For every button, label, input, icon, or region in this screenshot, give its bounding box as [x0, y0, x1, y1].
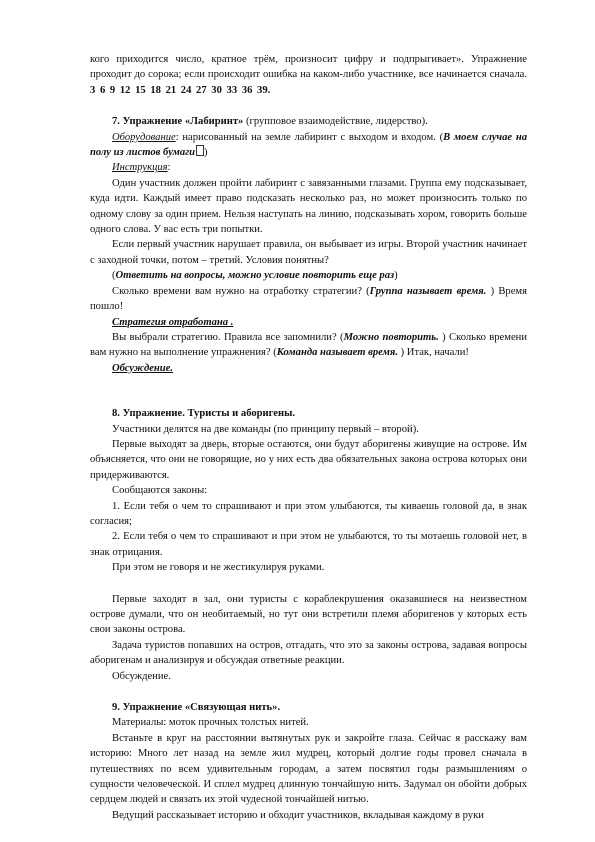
ex8-law-2: 2. Если тебя о чем то спрашивают и при этом не улыбаются, то ты мотаешь головой нет, в знак отрицания. [90, 531, 527, 558]
missing-glyph-icon [196, 145, 204, 156]
ex8-paragraph-8: Задача туристов попавших на остров, отгадать, что это за законы острова, задавая вопросы аборигенам и анализируя и обсуждая ответные реакции. [90, 639, 527, 667]
intro-text: кого приходится число, кратное трём, произносит цифру и подпрыгивает». Упражнение проходит до сорока; если происходит ошибка на каком-либо участнике, все начинается сначала. [90, 54, 527, 81]
ex7-paragraph-4: Сколько времени вам нужно на отработку стратегии? (Группа называет время. ) Время пошло! [90, 285, 528, 313]
ex8-paragraph-2: Первые выходят за дверь, вторые остаются, они будут аборигены живущие на острове. Им объясняется, что они не говорящие, но у них есть два обязательных закона острова которых они придерживаются. [90, 438, 527, 481]
ex8-paragraph-7: Первые заходят в зал, они туристы с кораблекрушения оказавшиеся на неизвестном острове думали, что он необитаемый, но тут они встретили племя аборигенов у которых есть свои законы острова. [90, 593, 527, 636]
equipment-note: В моем случае на полу из листов бумаги [90, 131, 528, 159]
ex9-paragraph-3: Ведущий рассказывает историю и обходит участников, вкладывая каждому в руки [112, 809, 484, 821]
ex7-instruction-label: Инструкция: [112, 162, 171, 174]
ex7-paragraph-5: Вы выбрали стратегию. Правила все запомнили? (Можно повторить. ) Сколько времени вам нужно на выполнение упражнения? (Команда называет время. ) Итак, начали! [90, 331, 528, 359]
ex7-discussion: Обсуждение. [112, 362, 174, 374]
ex7-paragraph-1: Один участник должен пройти лабиринт с завязанными глазами. Группа ему подсказывает, куда идти. Каждый имеет право подсказать несколько раз, но может произносить только по одному слову за один прием. Нельзя наступать на линию, подсказывать хором, говорить больше одного слова. У вас есть три попытки. [90, 177, 527, 236]
ex8-paragraph-3: Сообщаются законы: [112, 485, 208, 497]
equipment-label: Оборудование [112, 131, 176, 143]
ex7-title: 7. Упражнение «Лабиринт» (групповое взаимодействие, лидерство). [112, 116, 428, 128]
intro-paragraph [90, 52, 527, 98]
ex9-paragraph-2: Встаньте в круг на расстоянии вытянутых рук и закройте глаза. Сейчас я расскажу вам историю: Много лет назад на земле жил мудрец, который долгие годы провел сначала в путешествиях по всем удивительным городам, а затем посвятил годы размышлениям о сущности человеческой. И сплел мудрец длинную тончайшую нить. Задумал он обойти добрых сердцем людей и связать их этой чудесной тончайшей нитью. [90, 732, 527, 806]
ex8-paragraph-1: Участники делятся на две команды (по принципу первый – второй). [112, 423, 419, 435]
ex9-title: 9. Упражнение «Связующая нить». [112, 702, 281, 714]
intro-numbers: 3 6 9 12 15 18 21 24 27 30 33 36 39. [90, 84, 271, 96]
ex7-equipment: Оборудование: нарисованный на земле лабиринт с выходом и входом. (В моем случае на полу из листов бумаги ) [90, 131, 528, 159]
ex7-paragraph-3: (Ответить на вопросы, можно условие повторить еще раз) [112, 270, 398, 282]
ex8-title: 8. Упражнение. Туристы и аборигены. [112, 408, 296, 420]
ex8-paragraph-6: При этом не говоря и не жестикулируя руками. [112, 562, 325, 574]
ex9-paragraph-1: Материалы: моток прочных толстых нитей. [112, 717, 309, 729]
ex8-discussion: Обсуждение. [112, 670, 171, 682]
document-page [90, 52, 527, 823]
ex8-law-1: 1. Если тебя о чем то спрашивают и при этом улыбаются, ты киваешь головой да, в знак согласия; [90, 500, 527, 527]
ex7-paragraph-2: Если первый участник нарушает правила, он выбывает из игры. Второй участник начинает с заходной точки, потом – третий. Условия понятны? [90, 239, 527, 266]
ex7-strategy: Стратегия отработана . [112, 316, 234, 328]
